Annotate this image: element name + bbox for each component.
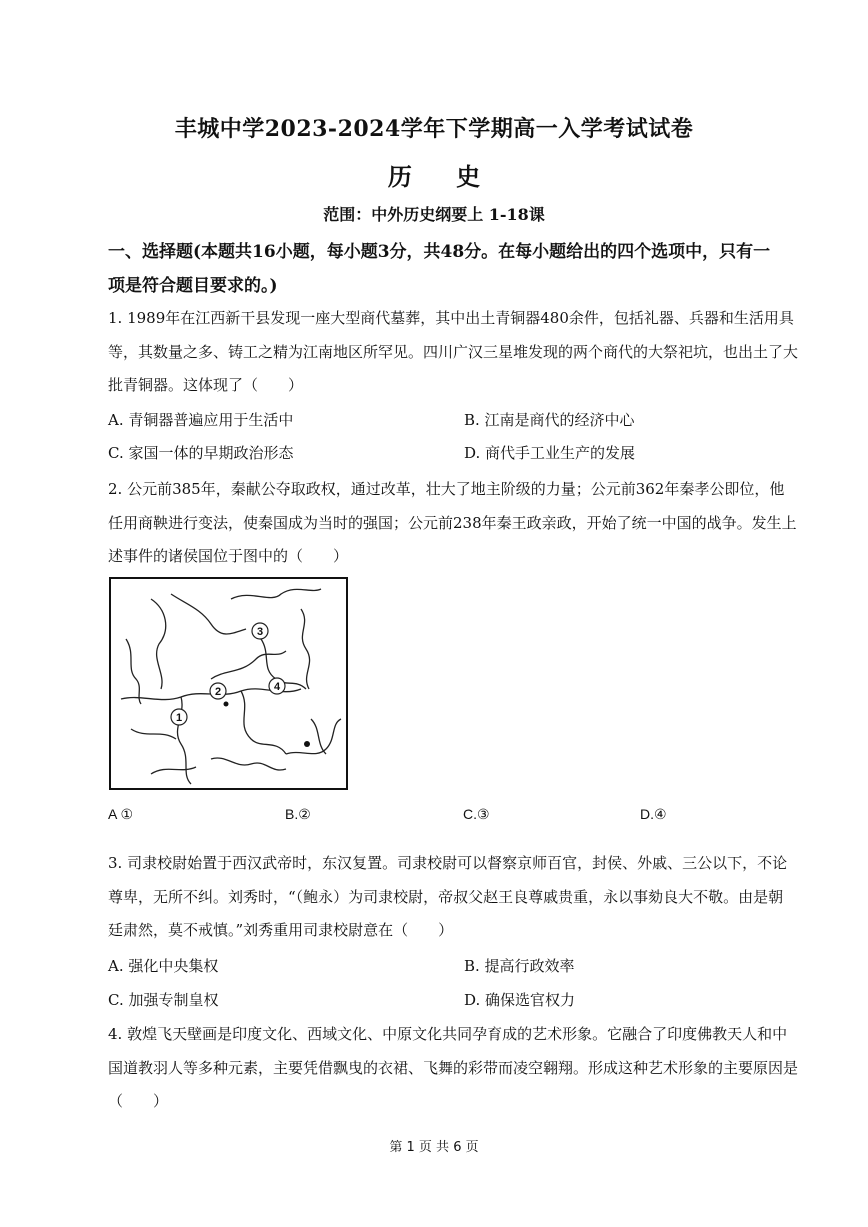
- q4-stem-line1: 4. 敦煌飞天壁画是印度文化、西域文化、中原文化共同孕育成的艺术形象。它融合了印度佛教天人和中: [108, 1025, 788, 1043]
- q3-option-a: A. 强化中央集权: [108, 957, 219, 975]
- map-marker-2-label: 2: [214, 686, 222, 698]
- q1-stem-line1: 1. 1989年在江西新干县发现一座大型商代墓葬，其中出土青铜器480余件，包括礼器、兵器和生活用具: [108, 309, 794, 327]
- map-marker-3-label: 3: [256, 626, 264, 638]
- q3-stem-line2: 尊卑，无所不纠。刘秀时，“（鲍永）为司隶校尉，帝叔父赵王良尊戚贵重，永以事劾良大不敬。由是朝: [108, 888, 784, 906]
- q4-stem-line3: （ ）: [108, 1092, 169, 1110]
- capital-dot: [304, 741, 310, 747]
- q3-option-b: B. 提高行政效率: [464, 957, 575, 975]
- q2-stem-line2: 任用商鞅进行变法，使秦国成为当时的强国；公元前238年秦王政亲政，开始了统一中国的战争。发生上: [108, 514, 797, 532]
- q1-option-c: C. 家国一体的早期政治形态: [108, 444, 294, 462]
- q3-option-d: D. 确保选官权力: [464, 991, 576, 1009]
- section-heading-line1: 一、选择题(本题共16小题，每小题3分，共48分。在每小题给出的四个选项中，只有一: [108, 242, 771, 262]
- capital-dot: [224, 702, 229, 707]
- q2-option-a: A ①: [108, 806, 134, 822]
- map-marker-4-label: 4: [273, 681, 281, 693]
- page-number: 第 1 页 共 6 页: [389, 1140, 479, 1155]
- q2-option-c: C.③: [463, 806, 490, 822]
- subject-title: 历 史: [387, 162, 499, 191]
- q3-stem-line3: 廷肃然，莫不戒慎。”刘秀重用司隶校尉意在（ ）: [108, 921, 454, 939]
- q1-option-d: D. 商代手工业生产的发展: [464, 444, 636, 462]
- section-heading-line2: 项是符合题目要求的。): [108, 276, 278, 296]
- map-marker-1-label: 1: [175, 712, 183, 724]
- q4-stem-line2: 国道教羽人等多种元素，主要凭借飘曳的衣裙、飞舞的彩带而凌空翱翔。形成这种艺术形象的主要原因是: [108, 1059, 799, 1077]
- q2-stem-line3: 述事件的诸侯国位于图中的（ ）: [108, 547, 349, 565]
- q1-option-a: A. 青铜器普遍应用于生活中: [108, 411, 294, 429]
- q1-option-b: B. 江南是商代的经济中心: [464, 411, 635, 429]
- q1-stem-line3: 批青铜器。这体现了（ ）: [108, 376, 304, 394]
- exam-scope: 范围：中外历史纲要上 1-18课: [323, 205, 545, 224]
- q2-option-d: D.④: [640, 806, 667, 822]
- map-drawing: [111, 579, 346, 788]
- q1-stem-line2: 等，其数量之多、铸工之精为江南地区所罕见。四川广汉三星堆发现的两个商代的大祭祀坑，也出土了大: [108, 343, 799, 361]
- exam-title: 丰城中学2023-2024学年下学期高一入学考试试卷: [174, 116, 694, 142]
- q3-stem-line1: 3. 司隶校尉始置于西汉武帝时，东汉复置。司隶校尉可以督察京师百官，封侯、外戚、三公以下，不论: [108, 854, 788, 872]
- q2-stem-line1: 2. 公元前385年，秦献公夺取政权，通过改革，壮大了地主阶级的力量；公元前362年秦孝公即位，他: [108, 480, 785, 498]
- q2-option-b: B.②: [285, 806, 311, 822]
- warring-states-map: [109, 577, 348, 790]
- q3-option-c: C. 加强专制皇权: [108, 991, 219, 1009]
